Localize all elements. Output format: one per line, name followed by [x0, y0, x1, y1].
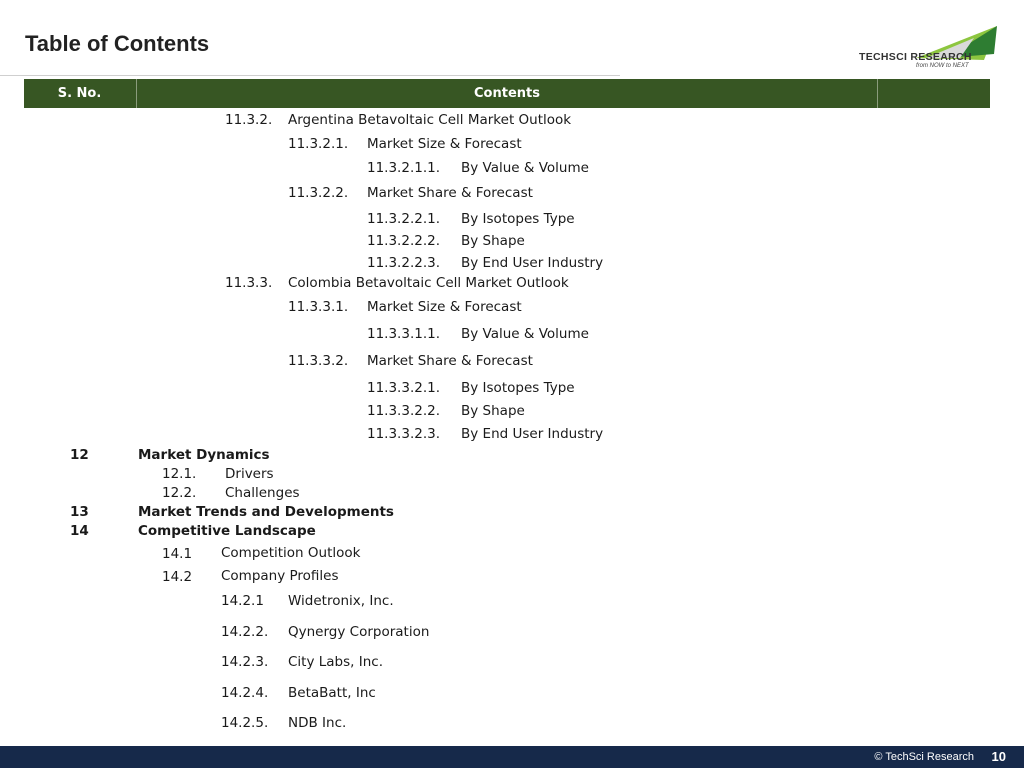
- toc-entry: Challenges: [225, 485, 300, 501]
- toc-number: 11.3.2.: [225, 112, 273, 128]
- toc-entry: By Value & Volume: [461, 160, 589, 176]
- toc-number: 11.3.3.2.: [288, 353, 349, 369]
- toc-number: 11.3.3.1.: [288, 299, 349, 315]
- toc-number: 11.3.3.2.1.: [367, 380, 440, 396]
- toc-entry: Company Profiles: [221, 568, 339, 584]
- toc-number: 14.1: [162, 546, 193, 562]
- toc-section-number: 13: [70, 504, 89, 520]
- toc-entry: NDB Inc.: [288, 715, 347, 731]
- toc-number: 12.1.: [162, 466, 197, 482]
- footer-bar: [0, 746, 1024, 768]
- page-title: Table of Contents: [25, 31, 210, 56]
- toc-entry: By Value & Volume: [461, 326, 589, 342]
- toc-section-number: 12: [70, 447, 89, 463]
- header-sno: S. No.: [57, 86, 102, 101]
- toc-number: 11.3.2.1.1.: [367, 160, 440, 176]
- toc-entry: By End User Industry: [461, 426, 604, 442]
- toc-entry: BetaBatt, Inc: [288, 685, 376, 701]
- page-number: 10: [991, 749, 1006, 764]
- toc-number: 12.2.: [162, 485, 197, 501]
- toc-entry: Market Share & Forecast: [367, 185, 533, 201]
- toc-entry: Market Size & Forecast: [367, 136, 522, 152]
- toc-number: 11.3.3.2.3.: [367, 426, 440, 442]
- header-contents: Contents: [136, 79, 878, 108]
- toc-number: 14.2: [162, 569, 193, 585]
- table-header: [24, 79, 990, 108]
- toc-entry: By Isotopes Type: [461, 380, 575, 396]
- logo-wordmark: TECHSCI RESEARCH: [859, 51, 972, 63]
- toc-section-number: 14: [70, 523, 89, 539]
- toc-entry: Market Size & Forecast: [367, 299, 522, 315]
- toc-number: 14.2.1: [221, 593, 264, 609]
- toc-section-title: Competitive Landscape: [138, 523, 316, 539]
- toc-entry: Colombia Betavoltaic Cell Market Outlook: [288, 275, 569, 291]
- toc-number: 11.3.3.2.2.: [367, 403, 440, 419]
- toc-section-title: Market Trends and Developments: [138, 504, 394, 520]
- logo-tagline: from NOW to NEXT: [916, 63, 969, 69]
- toc-entry: By End User Industry: [461, 255, 604, 271]
- toc-number: 11.3.2.2.3.: [367, 255, 440, 271]
- toc-number: 14.2.2.: [221, 624, 269, 640]
- toc-entry: Market Share & Forecast: [367, 353, 533, 369]
- toc-number: 14.2.4.: [221, 685, 269, 701]
- toc-number: 11.3.2.2.2.: [367, 233, 440, 249]
- toc-number: 11.3.2.1.: [288, 136, 349, 152]
- toc-number: 14.2.3.: [221, 654, 269, 670]
- toc-number: 11.3.2.2.: [288, 185, 349, 201]
- toc-entry: By Shape: [461, 403, 525, 419]
- toc-section-title: Market Dynamics: [138, 447, 270, 463]
- toc-entry: Drivers: [225, 466, 274, 482]
- toc-number: 11.3.3.1.1.: [367, 326, 440, 342]
- toc-entry: City Labs, Inc.: [288, 654, 383, 670]
- toc-number: 11.3.3.: [225, 275, 273, 291]
- toc-entry: Qynergy Corporation: [288, 624, 430, 640]
- toc-entry: Argentina Betavoltaic Cell Market Outlook: [288, 112, 572, 128]
- toc-entry: Competition Outlook: [221, 545, 361, 561]
- toc-entry: By Isotopes Type: [461, 211, 575, 227]
- techsci-logo: [856, 24, 1001, 74]
- toc-number: 11.3.2.2.1.: [367, 211, 440, 227]
- header-blank-cell: [877, 79, 990, 108]
- toc-number: 14.2.5.: [221, 715, 269, 731]
- title-divider: [0, 75, 620, 76]
- toc-entry: Widetronix, Inc.: [288, 593, 394, 609]
- toc-entry: By Shape: [461, 233, 525, 249]
- footer-copyright: © TechSci Research: [874, 751, 974, 763]
